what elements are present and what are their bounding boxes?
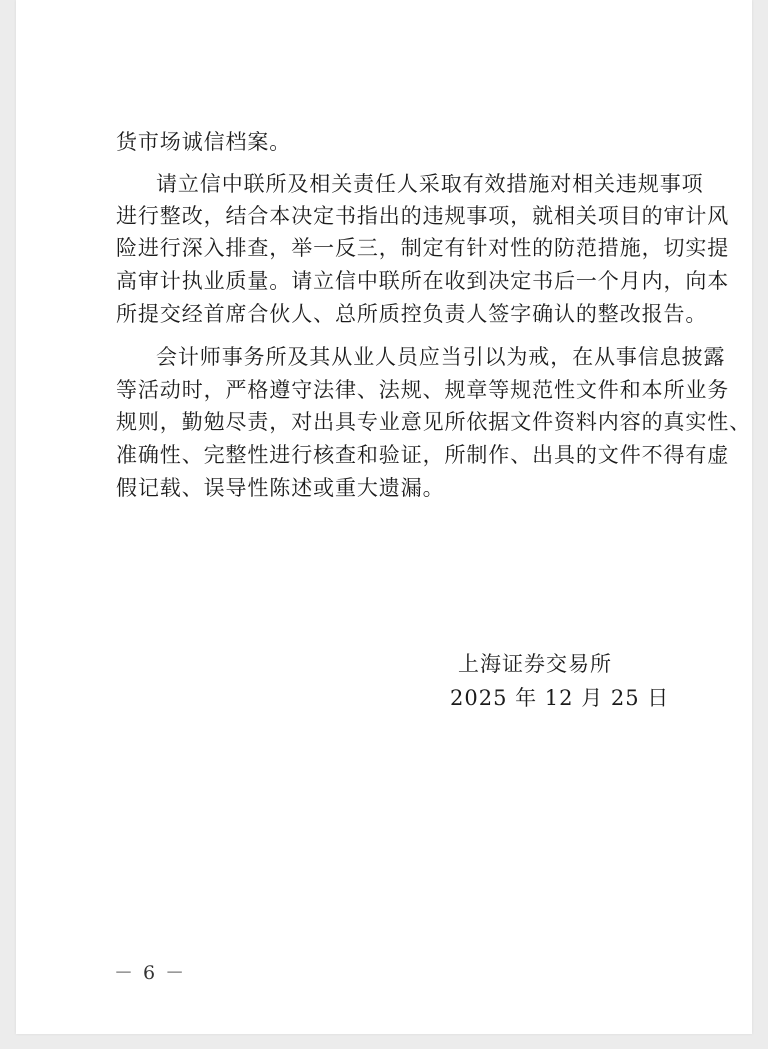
- issuer-name: 上海证券交易所: [458, 652, 612, 676]
- body-line: 假记载、误导性陈述或重大遗漏。: [116, 476, 445, 500]
- body-line: 货市场诚信档案。: [116, 130, 292, 154]
- issue-date: 2025 年 12 月 25 日: [450, 686, 670, 710]
- body-line: 准确性、完整性进行核查和验证，所制作、出具的文件不得有虚: [116, 443, 730, 467]
- page-number: － 6 －: [114, 962, 187, 984]
- document-page: [16, 0, 752, 1034]
- body-line: 高审计执业质量。请立信中联所在收到决定书后一个月内，向本: [116, 269, 730, 293]
- body-line: 请立信中联所及相关责任人采取有效措施对相关违规事项: [156, 172, 704, 196]
- body-line: 所提交经首席合伙人、总所质控负责人签字确认的整改报告。: [116, 302, 708, 326]
- body-line: 会计师事务所及其从业人员应当引以为戒，在从事信息披露: [156, 345, 726, 369]
- body-line: 规则，勤勉尽责，对出具专业意见所依据文件资料内容的真实性、: [116, 410, 752, 434]
- body-line: 险进行深入排查，举一反三，制定有针对性的防范措施，切实提: [116, 236, 730, 260]
- body-line: 进行整改，结合本决定书指出的违规事项，就相关项目的审计风: [116, 204, 730, 228]
- body-line: 等活动时，严格遵守法律、法规、规章等规范性文件和本所业务: [116, 378, 730, 402]
